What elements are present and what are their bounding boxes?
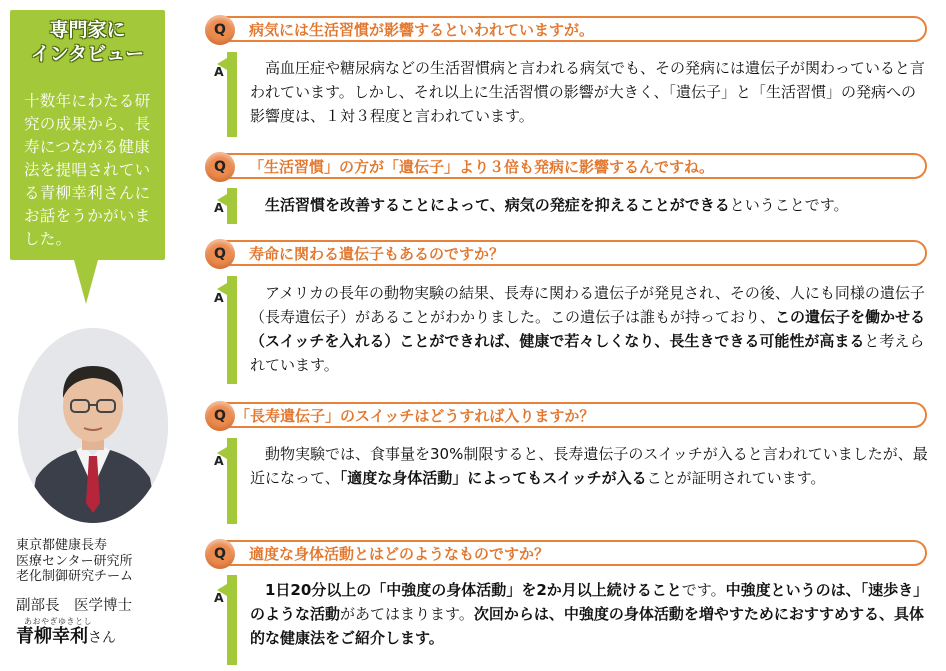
q-badge: Q — [205, 15, 235, 45]
a-label: A — [214, 590, 224, 605]
answer-text — [250, 281, 930, 377]
name-text: 青柳幸利 — [16, 626, 88, 647]
intro-callout — [10, 10, 165, 260]
q-badge: Q — [205, 539, 235, 569]
affiliation-line: 老化制御研究チーム — [16, 569, 134, 584]
answer-segment: と考えられています。 — [250, 332, 925, 374]
answer-segment: アメリカの長年の動物実験の結果、長寿に関わる遺伝子が発見され、その後、人にも同様の遺伝子（長寿遺伝子）があることがわかりました。この遺伝子は誰もが持っており、 — [250, 284, 925, 326]
q-badge: Q — [205, 152, 235, 182]
callout-tail — [74, 260, 98, 304]
affiliation-line: 東京都健康長寿 — [16, 538, 108, 553]
callout-title-line2: インタビュー — [30, 43, 145, 65]
question-bar — [207, 540, 927, 566]
answer-bar — [227, 438, 237, 524]
answer-segment: ことが証明されています。 — [646, 469, 826, 487]
a-label: A — [214, 64, 224, 79]
answer-segment: です。 — [681, 581, 726, 599]
answer-emphasis: この遺伝子を働かせる（スイッチを入れる）ことができれば、健康で若々しくなり、長生きできる可能性が高まる — [250, 308, 926, 350]
answer-bar — [227, 575, 237, 665]
answer-bar — [227, 188, 237, 224]
answer-emphasis: 1日20分以上の「中強度の身体活動」を2か月以上続けること — [265, 581, 682, 599]
answer-emphasis: 中強度というのは、「速歩き」のような活動 — [250, 581, 929, 623]
position-title: 副部長 医学博士 — [16, 598, 132, 614]
portrait-photo — [18, 328, 168, 523]
answer-segment: 高血圧症や糖尿病などの生活習慣病と言われる病気でも、その発病には遺伝子が関わっていると言われています。しかし、それ以上に生活習慣の影響が大きく、「遺伝子」と「生活習慣」の発病への影響度は、１対３程度と言われています。 — [250, 59, 925, 125]
answer-bar — [227, 52, 237, 137]
intro-text: 十数年にわたる研究の成果から、長寿につながる健康法を提唱されている青柳幸利さんにお話をうかがいました。 — [24, 92, 151, 248]
answer-emphasis: 次回からは、中強度の身体活動を増やすためにおすすめする、具体的な健康法をご紹介します。 — [250, 605, 924, 647]
q-badge: Q — [205, 239, 235, 269]
a-label: A — [214, 453, 224, 468]
a-label: A — [214, 290, 224, 305]
question-text: 適度な身体活動とはどのようなものですか？ — [249, 545, 550, 563]
a-label: A — [214, 200, 224, 215]
answer-text — [250, 193, 930, 217]
answer-text — [250, 56, 930, 128]
affiliation — [16, 538, 191, 585]
interviewee-name — [16, 626, 116, 649]
answer-emphasis: 生活習慣を改善することによって、病気の発症を抑えることができる — [265, 196, 730, 214]
answer-segment: ということです。 — [729, 196, 849, 214]
honorific: さん — [88, 630, 116, 646]
question-bar — [207, 16, 927, 42]
answer-emphasis: 「適度な身体活動」によってもスイッチが入る — [339, 469, 647, 487]
question-text: 病気には生活習慣が影響するといわれていますが。 — [249, 21, 595, 39]
callout-title — [10, 18, 165, 66]
question-bar — [207, 153, 927, 179]
answer-bar — [227, 276, 237, 384]
affiliation-line: 医療センター研究所 — [16, 553, 133, 569]
question-bar — [207, 402, 927, 428]
answer-segment: があてはまります。 — [340, 605, 474, 623]
question-text: 「長寿遺伝子」のスイッチはどうすれば入りますか？ — [235, 407, 595, 425]
q-badge: Q — [205, 401, 235, 431]
answer-text — [250, 578, 930, 650]
question-text: 「生活習慣」の方が「遺伝子」より３倍も発病に影響するんですね。 — [249, 158, 715, 176]
answer-text — [250, 442, 930, 490]
question-text: 寿命に関わる遺伝子もあるのですか？ — [249, 245, 505, 263]
callout-title-line1: 専門家に — [49, 19, 126, 41]
portrait-illustration — [18, 328, 168, 523]
name-ruby: あおやぎゆきとし — [24, 617, 92, 626]
question-bar — [207, 240, 927, 266]
answer-segment: 動物実験では、食事量を30%制限すると、長寿遺伝子のスイッチが入ると言われていましたが、最近になって、 — [250, 445, 928, 487]
